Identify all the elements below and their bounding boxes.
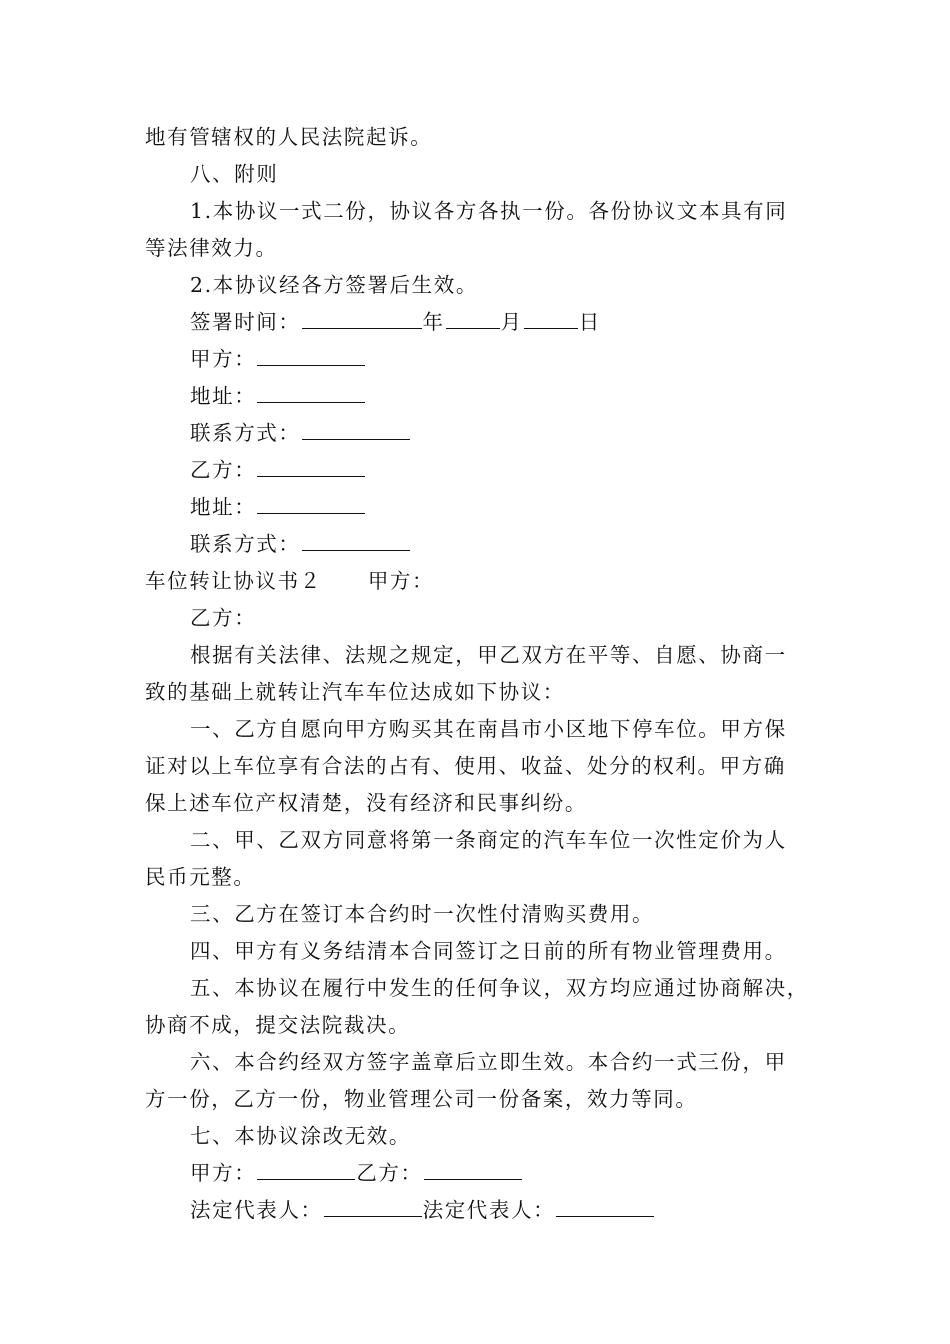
party-a-label: 甲方：: [367, 569, 435, 593]
blank-field: [302, 306, 422, 329]
clause-2-line: 民币元整。: [145, 865, 256, 889]
sign-time-label: 签署时间：: [190, 310, 301, 334]
blank-field: [556, 1194, 654, 1217]
party-b-label: 乙方：: [190, 606, 257, 630]
contact-line: [190, 526, 855, 563]
address-line: [190, 378, 855, 415]
text-line: 等法律效力。: [145, 236, 278, 260]
blank-field: [524, 306, 578, 329]
address-label: 地址：: [190, 495, 257, 519]
text-line: 地有管辖权的人民法院起诉。: [145, 125, 433, 149]
legal-rep-label: 法定代表人：: [422, 1198, 556, 1222]
blank-field: [257, 491, 365, 514]
blank-field: [257, 380, 365, 403]
contact-label: 联系方式：: [190, 532, 301, 556]
clause-7-line: 七、本协议涂改无效。: [190, 1124, 411, 1148]
address-label: 地址：: [190, 384, 257, 408]
clause-3-line: 三、乙方在签订本合约时一次性付清购买费用。: [190, 902, 655, 926]
agreement-title: 车位转让协议书２: [145, 569, 322, 593]
clause-1-line: 保上述车位产权清楚，没有经济和民事纠纷。: [145, 791, 587, 815]
blank-field: [257, 1157, 355, 1180]
paragraph-line: 根据有关法律、法规之规定，甲乙双方在平等、自愿、协商一: [190, 643, 787, 667]
blank-field: [257, 343, 365, 366]
blank-field: [424, 1157, 522, 1180]
legal-rep-label: 法定代表人：: [190, 1198, 323, 1222]
text-line: 1.本协议一式二份，协议各方各执一份。各份协议文本具有同: [190, 199, 788, 223]
blank-field: [324, 1194, 422, 1217]
clause-6-line: 方一份，乙方一份，物业管理公司一份备案，效力等同。: [145, 1087, 698, 1111]
party-b-label: 乙方：: [190, 458, 257, 482]
day-label: 日: [578, 310, 601, 334]
text-line: 2.本协议经各方签署后生效。: [190, 273, 478, 297]
party-b-label: 乙方：: [356, 1161, 423, 1185]
blank-field: [302, 417, 410, 440]
party-a-label: 甲方：: [190, 1161, 257, 1185]
clause-5-line: 协商不成，提交法院裁决。: [145, 1013, 411, 1037]
contact-label: 联系方式：: [190, 421, 301, 445]
party-a-line: [190, 341, 855, 378]
agreement-heading-line: [145, 563, 810, 600]
blank-field: [302, 528, 410, 551]
section-heading-appendix: 八、附则: [190, 162, 279, 186]
signature-line: [190, 1155, 855, 1192]
clause-5-line: 五、本协议在履行中发生的任何争议，双方均应通过协商解决，: [190, 976, 809, 1000]
clause-2-line: 二、甲、乙双方同意将第一条商定的汽车车位一次性定价为人: [190, 828, 787, 852]
year-label: 年: [422, 310, 445, 334]
clause-4-line: 四、甲方有义务结清本合同签订之日前的所有物业管理费用。: [190, 939, 787, 963]
paragraph-line: 致的基础上就转让汽车车位达成如下协议：: [145, 680, 565, 704]
clause-6-line: 六、本合约经双方签字盖章后立即生效。本合约一式三份，甲: [190, 1050, 787, 1074]
party-b-line: [190, 452, 855, 489]
contact-line: [190, 415, 855, 452]
blank-field: [257, 454, 365, 477]
party-a-label: 甲方：: [190, 347, 257, 371]
clause-1-line: 一、乙方自愿向甲方购买其在南昌市小区地下停车位。甲方保: [190, 717, 787, 741]
address-line: [190, 489, 855, 526]
clause-1-line: 证对以上车位享有合法的占有、使用、收益、处分的权利。甲方确: [145, 754, 786, 778]
blank-field: [446, 306, 500, 329]
representative-line: [190, 1192, 855, 1229]
month-label: 月: [500, 310, 523, 334]
sign-time-line: [190, 304, 855, 341]
